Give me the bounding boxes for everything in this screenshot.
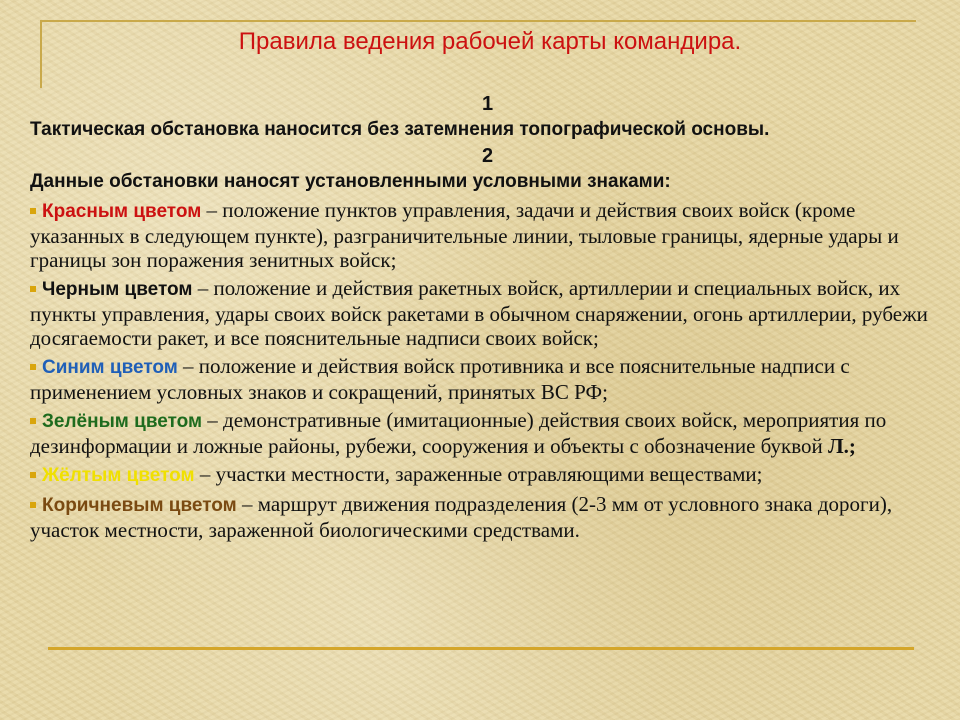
list-item-black [30,276,945,350]
item-key: Синим цветом [42,357,178,378]
item-text: – демонстративные (имитационные) действия своих войск, мероприятия по дезинформации и ложные районы, рубежи, сооружения и объекты с обозначение буквой [30,408,887,458]
bullet-icon [30,208,36,214]
section-number-2: 2 [481,145,494,167]
item-key: Коричневым цветом [42,495,237,516]
item-text: – участки местности, зараженные отравляющими веществами; [194,462,763,486]
section-number-1: 1 [481,93,494,115]
bottom-rule [48,647,914,650]
item-text: – положение и действия войск противника и все пояснительные надписи с применением условных знаков и сокращений, принятых ВС РФ; [30,354,850,404]
bullet-icon [30,418,36,424]
section-text-2: Данные обстановки наносят установленными условными знаками: [30,171,671,192]
slide-title: Правила ведения рабочей карты командира. [238,28,742,55]
list-item-green [30,408,945,458]
bullet-icon [30,286,36,292]
list-item-yellow [30,462,945,488]
item-text: – положение пунктов управления, задачи и действия своих войск (кроме указанных в следующем пункте), разграничительные линии, тыловые границы, ядерные удары и границы зон поражения зенитных войск; [30,198,899,272]
item-text: – маршрут движения подразделения (2-3 мм от условного знака дороги), участок местности, зараженной биологическими средствами. [30,492,893,542]
left-frame-line [40,20,42,88]
item-suffix: Л.; [828,434,856,458]
list-item-red [30,198,945,272]
section-text-1: Тактическая обстановка наносится без затемнения топографической основы. [30,119,770,140]
bullet-icon [30,472,36,478]
item-key: Жёлтым цветом [42,465,195,486]
list-item-brown [30,492,945,542]
list-item-blue [30,354,945,404]
item-key: Зелёным цветом [42,411,203,432]
bullet-icon [30,364,36,370]
top-frame-line [40,20,916,22]
item-key: Красным цветом [42,201,202,222]
slide-content [30,92,945,542]
bullet-icon [30,502,36,508]
item-text: – положение и действия ракетных войск, артиллерии и специальных войск, их пункты управления, удары своих войск ракетами в обычном снаряжении, огонь артиллерии, рубежи досягаемости ракет, и все пояснительные надписи своих войск; [30,276,928,350]
item-key: Черным цветом [42,279,193,300]
